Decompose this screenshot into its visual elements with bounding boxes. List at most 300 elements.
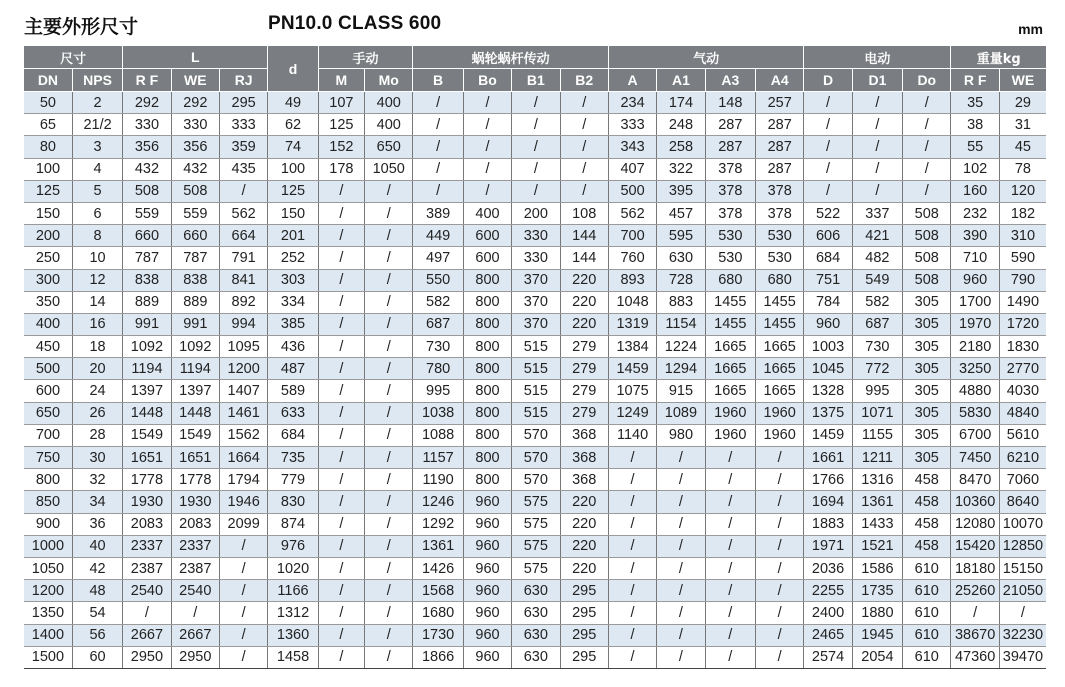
table-cell: 16 [72,313,122,335]
table-cell: 1694 [804,491,852,513]
table-cell: 784 [804,291,852,313]
table-cell: 1586 [852,557,902,579]
table-cell: 1071 [852,402,902,424]
table-cell: 220 [560,513,608,535]
table-cell: / [560,136,608,158]
table-cell: / [804,136,852,158]
table-cell: 800 [463,358,511,380]
table-cell: 1500 [24,646,72,668]
table-cell: 3 [72,136,122,158]
table-cell: 295 [560,624,608,646]
table-cell: / [318,535,364,557]
header-mo: Mo [365,69,413,92]
table-cell: 378 [705,180,755,202]
table-cell: 1970 [951,313,999,335]
table-cell: / [365,491,413,513]
group-header-electric: 电动 [804,46,951,69]
table-cell: 687 [413,313,463,335]
table-cell: / [318,513,364,535]
header-a4: A4 [755,69,803,92]
table-cell: / [463,92,511,114]
table-cell: / [365,225,413,247]
table-cell: / [755,447,803,469]
table-cell: 1190 [413,469,463,491]
table-cell: 1140 [608,424,656,446]
table-cell: / [365,380,413,402]
page-title: 主要外形尺寸 [24,16,139,38]
table-cell: 55 [951,136,999,158]
table-cell: 150 [24,202,72,224]
table-cell: / [804,180,852,202]
table-cell: / [413,114,463,136]
table-cell: 800 [463,269,511,291]
header-weight-rf: R F [951,69,999,92]
table-cell: 1045 [804,358,852,380]
table-cell: 14 [72,291,122,313]
table-cell: 800 [463,380,511,402]
table-cell: 1455 [705,291,755,313]
table-cell: 303 [268,269,318,291]
table-cell: 1157 [413,447,463,469]
table-cell: / [999,602,1046,624]
table-row [24,269,1046,291]
table-cell: 1664 [219,447,267,469]
table-cell: 562 [608,202,656,224]
table-cell: 515 [512,358,560,380]
table-cell: 24 [72,380,122,402]
table-cell: 48 [72,580,122,602]
table-cell: / [318,202,364,224]
table-row [24,447,1046,469]
table-cell: 279 [560,380,608,402]
table-cell: 960 [463,602,511,624]
table-cell: 684 [268,424,318,446]
table-cell: / [755,535,803,557]
table-cell: / [657,557,705,579]
table-cell: 800 [463,313,511,335]
table-cell: 305 [903,447,951,469]
table-cell: 1166 [268,580,318,602]
table-cell: 337 [852,202,902,224]
table-cell: / [755,580,803,602]
table-cell: 8 [72,225,122,247]
table-cell: 2540 [123,580,171,602]
table-cell: 960 [463,624,511,646]
table-cell: 74 [268,136,318,158]
table-cell: 960 [463,513,511,535]
table-row [24,513,1046,535]
table-cell: 100 [24,158,72,180]
table-cell: / [705,602,755,624]
header-bo: Bo [463,69,511,92]
table-cell: 1665 [755,380,803,402]
table-cell: 350 [24,291,72,313]
table-cell: 889 [123,291,171,313]
table-cell: 1319 [608,313,656,335]
table-cell: 1249 [608,402,656,424]
table-cell: 395 [657,180,705,202]
table-cell: 400 [365,92,413,114]
table-cell: 2950 [171,646,219,668]
table-cell: 125 [24,180,72,202]
table-cell: 630 [512,646,560,668]
table-row [24,180,1046,202]
table-cell: / [365,291,413,313]
table-cell: / [365,402,413,424]
table-row [24,380,1046,402]
table-cell: 791 [219,247,267,269]
table-cell: 1665 [705,336,755,358]
table-cell: / [608,535,656,557]
table-cell: / [318,469,364,491]
table-cell: 515 [512,380,560,402]
table-cell: 1549 [171,424,219,446]
table-cell: 107 [318,92,364,114]
table-cell: 56 [72,624,122,646]
table-cell: / [318,491,364,513]
table-row [24,424,1046,446]
table-cell: 582 [413,291,463,313]
table-cell: / [512,180,560,202]
table-cell: 450 [24,336,72,358]
table-cell: 700 [24,424,72,446]
table-cell: 508 [123,180,171,202]
table-cell: / [219,557,267,579]
table-cell: 1459 [608,358,656,380]
table-cell: 2083 [123,513,171,535]
table-cell: / [951,602,999,624]
table-cell: 300 [24,269,72,291]
table-cell: / [903,180,951,202]
page-header [0,0,1065,46]
table-cell: / [365,513,413,535]
header-l-rf: R F [123,69,171,92]
header-a: A [608,69,656,92]
table-cell: 449 [413,225,463,247]
table-row [24,247,1046,269]
table-cell: 458 [903,513,951,535]
table-cell: 174 [657,92,705,114]
table-cell: 32230 [999,624,1046,646]
table-cell: / [365,624,413,646]
table-cell: / [413,136,463,158]
table-cell: 660 [123,225,171,247]
group-header-pneumatic: 气动 [608,46,803,69]
table-cell: / [657,646,705,668]
table-cell: / [608,447,656,469]
table-cell: / [608,557,656,579]
table-cell: 305 [903,380,951,402]
header-l-rj: RJ [219,69,267,92]
table-cell: 21/2 [72,114,122,136]
table-cell: / [755,491,803,513]
header-do: Do [903,69,951,92]
table-cell: 570 [512,469,560,491]
table-cell: 500 [24,358,72,380]
table-cell: 21050 [999,580,1046,602]
table-cell: / [318,447,364,469]
table-cell: 432 [123,158,171,180]
table-cell: 34 [72,491,122,513]
table-cell: 378 [755,180,803,202]
table-cell: 1000 [24,535,72,557]
table-cell: 559 [171,202,219,224]
table-cell: 630 [657,247,705,269]
table-cell: 38 [951,114,999,136]
table-cell: / [705,491,755,513]
table-cell: 120 [999,180,1046,202]
table-cell: 12080 [951,513,999,535]
table-cell: 2 [72,92,122,114]
table-cell: / [608,513,656,535]
header-b2: B2 [560,69,608,92]
table-cell: / [804,158,852,180]
table-cell: 883 [657,291,705,313]
table-cell: 385 [268,313,318,335]
table-cell: 1735 [852,580,902,602]
table-cell: 487 [268,358,318,380]
table-cell: 595 [657,225,705,247]
table-cell: 279 [560,402,608,424]
table-cell: / [755,624,803,646]
table-cell: 200 [512,202,560,224]
table-cell: 407 [608,158,656,180]
table-cell: 1778 [123,469,171,491]
table-cell: 457 [657,202,705,224]
table-cell: / [365,557,413,579]
table-cell: 2400 [804,602,852,624]
table-cell: 994 [219,313,267,335]
table-cell: / [413,158,463,180]
table-cell: 15420 [951,535,999,557]
table-cell: 62 [268,114,318,136]
table-cell: / [219,646,267,668]
table-cell: 368 [560,424,608,446]
table-cell: 220 [560,557,608,579]
table-cell: / [219,580,267,602]
table-row [24,402,1046,424]
table-cell: / [608,646,656,668]
table-cell: 436 [268,336,318,358]
table-cell: 220 [560,313,608,335]
table-cell: 2770 [999,358,1046,380]
table-cell: / [852,158,902,180]
table-cell: 787 [171,247,219,269]
table-cell: 378 [705,202,755,224]
table-cell: 1455 [755,313,803,335]
table-cell: 458 [903,469,951,491]
table-cell: / [560,180,608,202]
table-cell: 800 [24,469,72,491]
table-cell: 1312 [268,602,318,624]
table-cell: 960 [463,535,511,557]
table-cell: 779 [268,469,318,491]
table-row [24,336,1046,358]
table-body [24,92,1046,669]
table-cell: 549 [852,269,902,291]
table-cell: 65 [24,114,72,136]
table-cell: / [804,92,852,114]
table-cell: 1665 [755,336,803,358]
table-cell: 36 [72,513,122,535]
table-cell: / [365,447,413,469]
table-row [24,225,1046,247]
table-cell: 1883 [804,513,852,535]
table-cell: 30 [72,447,122,469]
table-cell: / [512,114,560,136]
table-cell: 2099 [219,513,267,535]
table-cell: / [755,557,803,579]
table-cell: / [512,136,560,158]
table-cell: 287 [755,114,803,136]
table-cell: 250 [24,247,72,269]
table-cell: 582 [852,291,902,313]
table-cell: 2950 [123,646,171,668]
table-cell: 400 [463,202,511,224]
table-cell: 305 [903,336,951,358]
table-cell: / [560,114,608,136]
table-cell: 1397 [123,380,171,402]
table-cell: 144 [560,247,608,269]
group-header-weight: 重量kg [951,46,1046,69]
table-cell: 800 [463,402,511,424]
header-d-electric: D [804,69,852,92]
table-cell: 1730 [413,624,463,646]
table-cell: / [318,646,364,668]
table-cell: 1292 [413,513,463,535]
table-cell: 458 [903,535,951,557]
table-cell: 2387 [123,557,171,579]
table-cell: 2540 [171,580,219,602]
table-cell: 31 [999,114,1046,136]
table-cell: 1960 [705,402,755,424]
table-cell: 1945 [852,624,902,646]
table-cell: 35 [951,92,999,114]
table-cell: 1960 [755,424,803,446]
table-cell: 684 [804,247,852,269]
table-cell: 482 [852,247,902,269]
table-cell: 889 [171,291,219,313]
table-cell: 10070 [999,513,1046,535]
table-row [24,602,1046,624]
table-cell: 508 [903,202,951,224]
table-cell: / [657,624,705,646]
table-cell: / [365,247,413,269]
table-cell: / [413,180,463,202]
table-cell: 2054 [852,646,902,668]
table-cell: 530 [755,247,803,269]
table-cell: 1384 [608,336,656,358]
table-cell: 234 [608,92,656,114]
table-cell: / [705,646,755,668]
table-cell: 4840 [999,402,1046,424]
table-cell: / [705,447,755,469]
table-cell: 356 [123,136,171,158]
table-cell: 1155 [852,424,902,446]
table-cell: 18180 [951,557,999,579]
table-cell: / [318,380,364,402]
table-cell: 1095 [219,336,267,358]
table-cell: / [318,624,364,646]
table-cell: 575 [512,513,560,535]
table-cell: 960 [463,557,511,579]
table-cell: 575 [512,535,560,557]
table-cell: 359 [219,136,267,158]
table-cell: 292 [171,92,219,114]
table-cell: 1092 [171,336,219,358]
table-cell: / [463,180,511,202]
table-cell: 1700 [951,291,999,313]
table-cell: 1448 [171,402,219,424]
table-cell: 1549 [123,424,171,446]
table-cell: 589 [268,380,318,402]
table-cell: 570 [512,447,560,469]
table-cell: / [365,424,413,446]
table-cell: / [804,114,852,136]
table-cell: 102 [951,158,999,180]
table-cell: 2083 [171,513,219,535]
table-cell: 1960 [705,424,755,446]
table-cell: 54 [72,602,122,624]
table-cell: / [608,624,656,646]
table-cell: / [755,646,803,668]
table-cell: 750 [24,447,72,469]
table-cell: 421 [852,225,902,247]
header-weight-we: WE [999,69,1046,92]
table-cell: 1665 [755,358,803,380]
table-cell: 39470 [999,646,1046,668]
table-cell: 600 [24,380,72,402]
table-cell: 1455 [755,291,803,313]
table-cell: 220 [560,291,608,313]
table-cell: 42 [72,557,122,579]
table-cell: 4030 [999,380,1046,402]
table-cell: 800 [463,447,511,469]
table-cell: 258 [657,136,705,158]
table-cell: 287 [755,136,803,158]
table-cell: 772 [852,358,902,380]
group-header-manual: 手动 [318,46,413,69]
table-cell: 6700 [951,424,999,446]
table-cell: / [318,247,364,269]
table-cell: 60 [72,646,122,668]
table-cell: / [365,469,413,491]
table-cell: 1680 [413,602,463,624]
table-row [24,646,1046,668]
table-cell: 687 [852,313,902,335]
table-cell: / [852,136,902,158]
table-cell: 370 [512,269,560,291]
table-cell: / [705,535,755,557]
table-cell: 630 [512,602,560,624]
table-cell: 960 [463,491,511,513]
table-cell: 650 [24,402,72,424]
table-cell: / [463,158,511,180]
table-cell: 400 [24,313,72,335]
table-row [24,136,1046,158]
table-cell: 252 [268,247,318,269]
table-cell: 995 [413,380,463,402]
table-cell: 330 [512,247,560,269]
table-cell: 10360 [951,491,999,513]
header-nps: NPS [72,69,122,92]
table-cell: 49 [268,92,318,114]
table-cell: 2180 [951,336,999,358]
table-cell: 1661 [804,447,852,469]
table-cell: 5610 [999,424,1046,446]
table-cell: 1830 [999,336,1046,358]
sub-header-row [24,69,1046,92]
